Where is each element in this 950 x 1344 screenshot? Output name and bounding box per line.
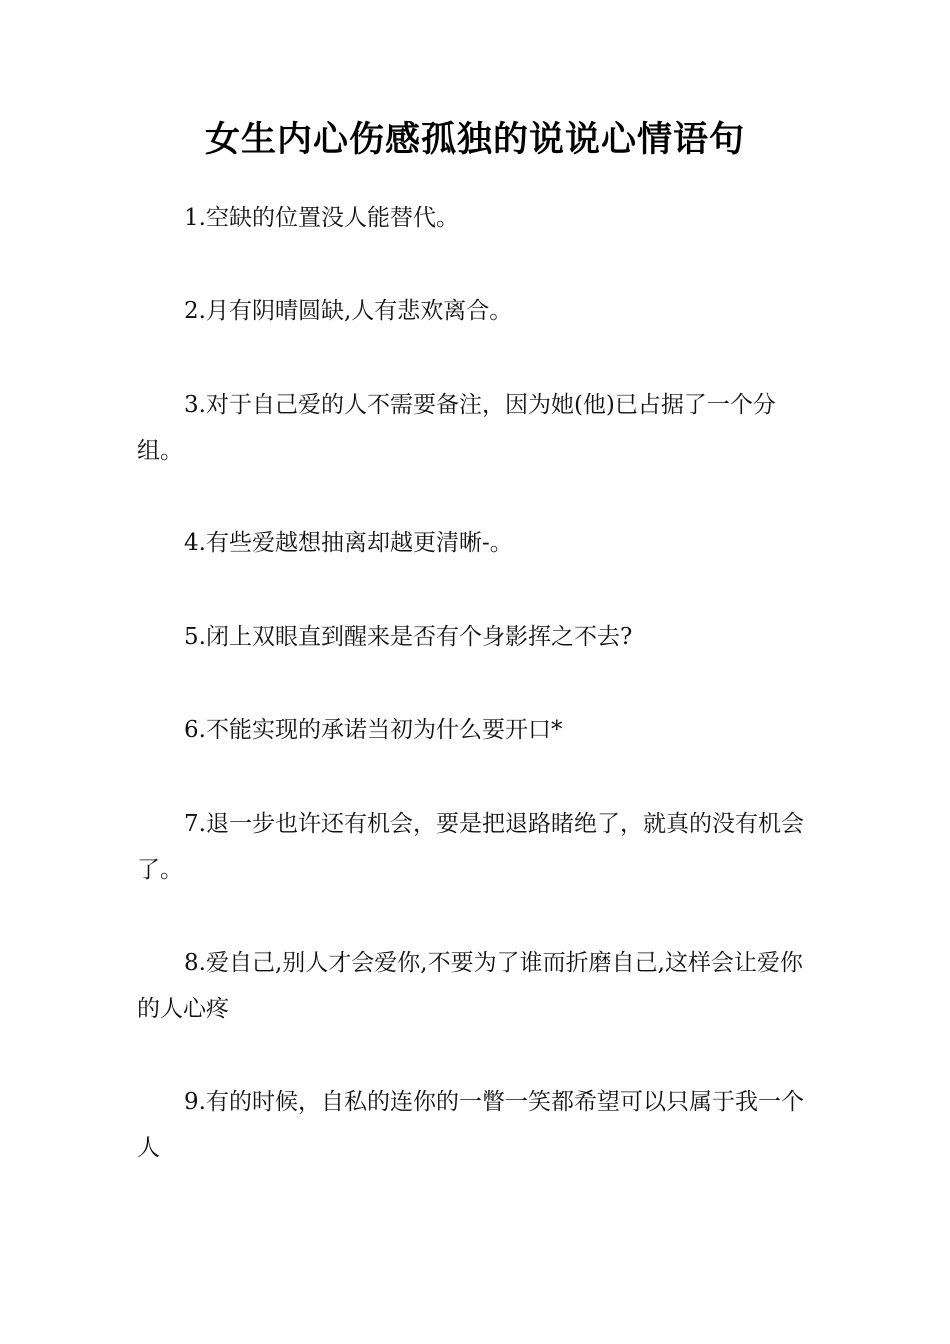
paragraph-7: 7.退一步也许还有机会，要是把退路睹绝了，就真的没有机会了。: [137, 811, 804, 883]
paragraph-9: 9.有的时候，自私的连你的一瞥一笑都希望可以只属于我一个人: [137, 1089, 804, 1161]
paragraph-2: 2.月有阴晴圆缺,人有悲欢离合。: [184, 298, 513, 324]
paragraph-6: 6.不能实现的承诺当初为什么要开口*: [184, 717, 563, 743]
paragraph-1: 1.空缺的位置没人能替代。: [184, 205, 459, 231]
paragraph-8: 8.爱自己,别人才会爱你,不要为了谁而折磨自己,这样会让爱你的人心疼: [137, 950, 803, 1022]
paragraph-5: 5.闭上双眼直到醒来是否有个身影挥之不去?: [184, 624, 633, 650]
paragraph-4: 4.有些爱越想抽离却越更清晰-。: [184, 530, 513, 556]
page-title: 女生内心伤感孤独的说说心情语句: [204, 120, 745, 160]
paragraph-3: 3.对于自己爱的人不需要备注，因为她(他)已占据了一个分组。: [137, 392, 776, 464]
